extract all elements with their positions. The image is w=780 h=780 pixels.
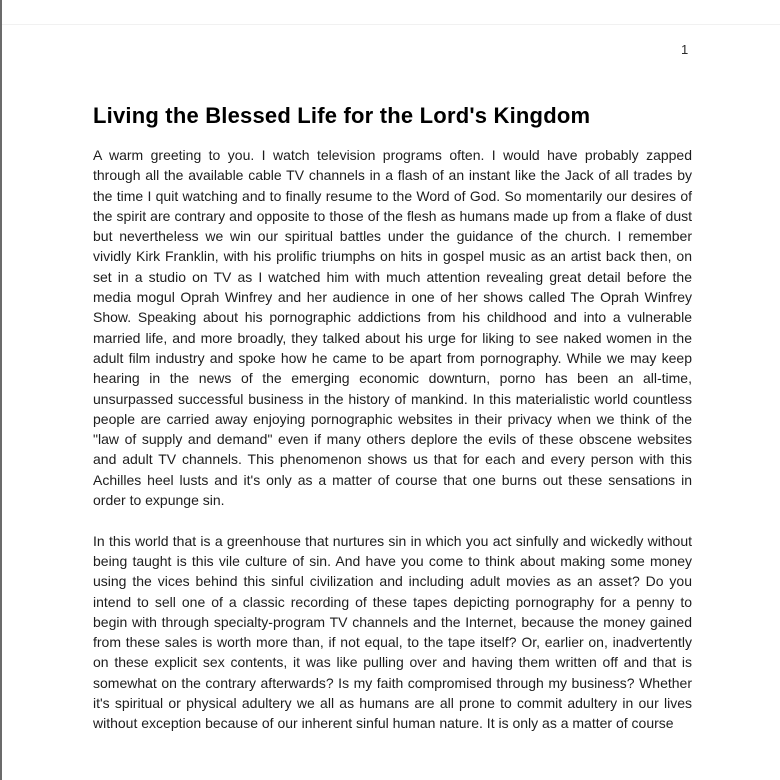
paragraph-1: A warm greeting to you. I watch television programs often. I would have probably zapped through all the available cable TV channels in a flash of an instant like the Jack of all trades by the time I quit watching and to finally resume to the Word of God. So momentarily our desires of the spirit are contrary and opposite to those of the flesh as humans made up from a flake of dust but nevertheless we win our spiritual battles under the guidance of the church. I remember vividly Kirk Franklin, with his prolific triumphs on hits in gospel music as an artist back then, on set in a studio on TV as I watched him with much attention revealing great detail before the media mogul Oprah Winfrey and her audience in one of her shows called The Oprah Winfrey Show. Speaking about his pornographic addictions from his childhood and into a vulnerable married life, and more broadly, they talked about his urge for liking to see naked women in the adult film industry and spoke how he came to be apart from pornography. While we may keep hearing in the news of the emerging economic downturn, porno has been an all-time, unsurpassed successful business in the history of mankind. In this materialistic world countless people are carried away enjoying pornographic websites in their privacy when we think of the "law of supply and demand" even if many others deplore the evils of these obscene websites and adult TV channels. This phenomenon shows us that for each and every person with this Achilles heel lusts and it's only as a matter of course that one burns out these sensations in order to expunge sin. bbox=[93, 147, 692, 509]
paragraph-2: In this world that is a greenhouse that nurtures sin in which you act sinfully and wickedly without being taught is this vile culture of sin. And have you come to think about making some money using the vices behind this sinful civilization and including adult movies as an asset? Do you intend to sell one of a classic recording of these tapes depicting pornography for a penny to begin with through specialty-program TV channels and the Internet, because the money gained from these sales is worth more than, if not equal, to the tape itself? Or, earlier on, inadvertently on these explicit sex contents, it was like pulling over and having them written off and that is somewhat on the contrary afterwards? Is my faith compromised through my business? Whether it's spiritual or physical adultery we all as humans are all prone to commit adultery in our lives without exception because of our inherent sinful human nature. It is only as a matter of course bbox=[93, 532, 692, 732]
page-top-divider bbox=[2, 24, 780, 25]
document-title: Living the Blessed Life for the Lord's Kingdom bbox=[93, 102, 591, 128]
page-number: 1 bbox=[681, 42, 689, 57]
document-body bbox=[93, 145, 692, 754]
